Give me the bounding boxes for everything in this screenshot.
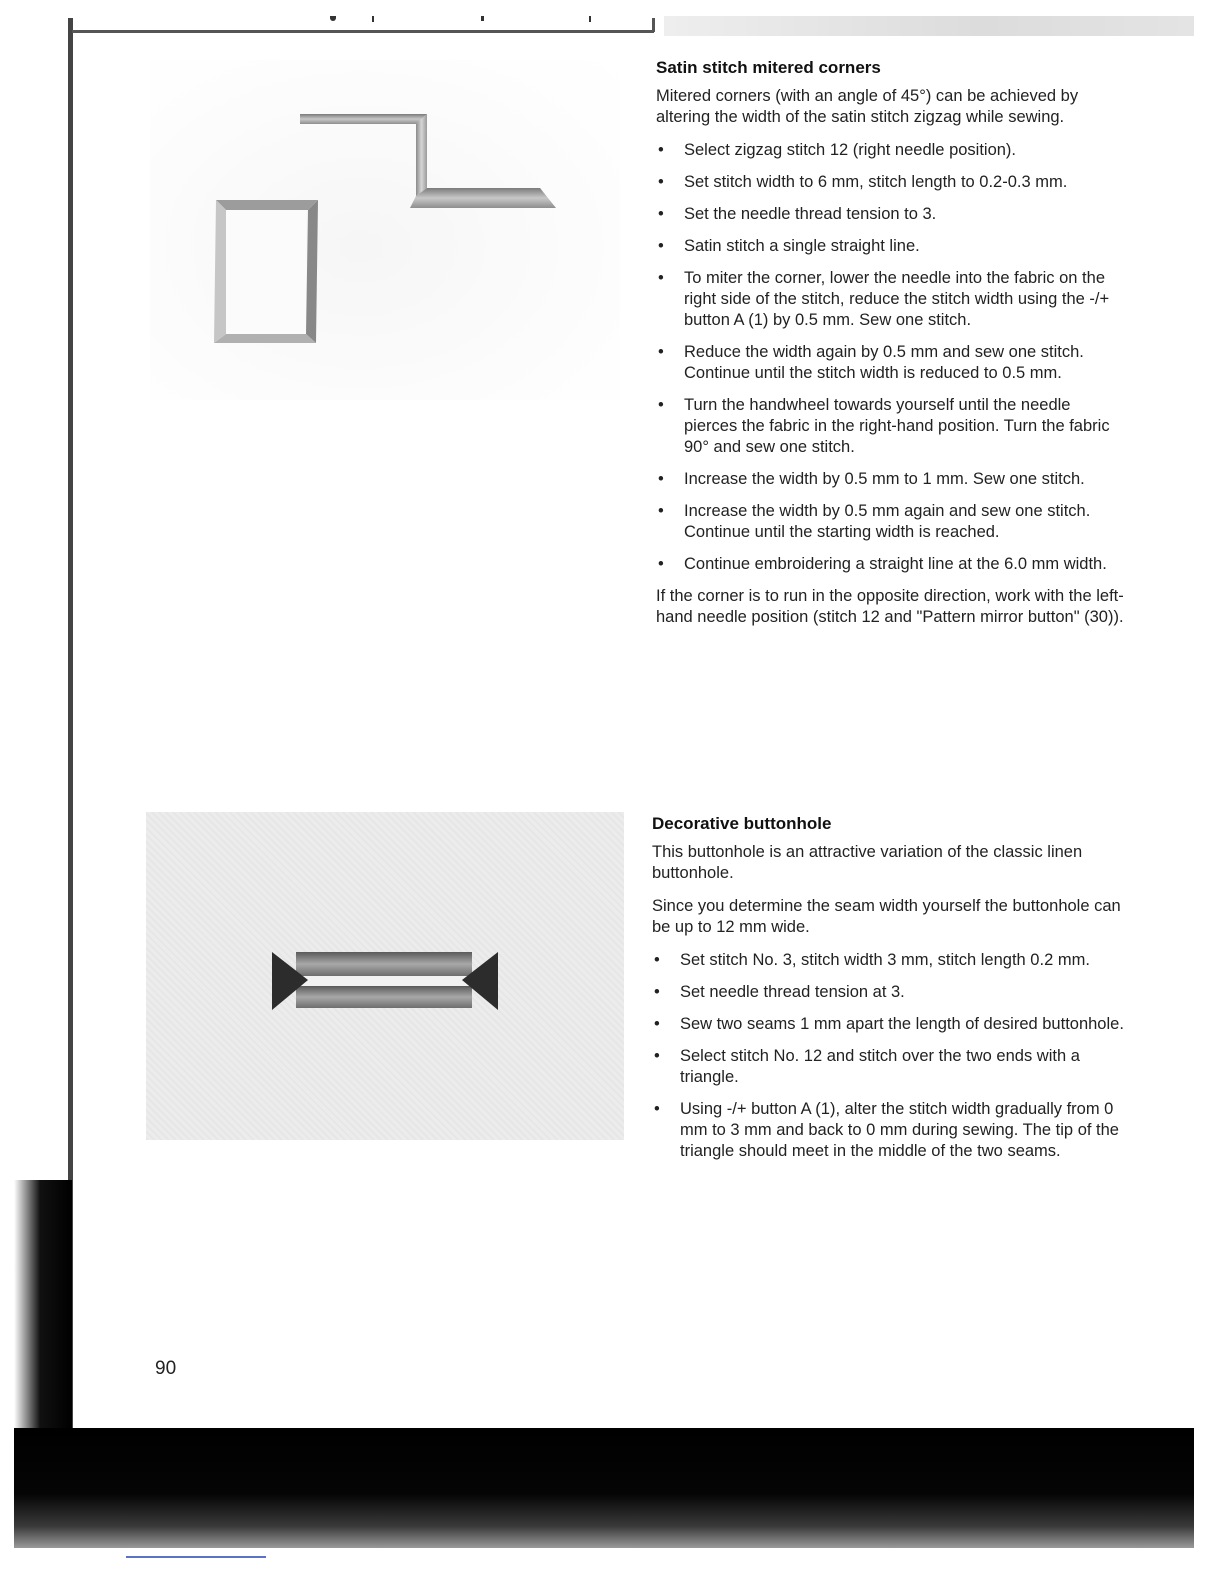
instruction-list (652, 950, 1128, 1162)
instruction-step: • Set the needle thread tension to 3. (656, 204, 1126, 225)
instruction-step: • Increase the width by 0.5 mm to 1 mm. Sew one stitch. (656, 469, 1126, 490)
scan-footer-bar (14, 1428, 1194, 1548)
instruction-step: • Increase the width by 0.5 mm again and sew one stitch. Continue until the starting width is reached. (656, 501, 1126, 543)
section-decorative-buttonhole (652, 813, 1128, 1173)
stitch-segment-vertical (416, 114, 427, 196)
bottom-link-underline (126, 1556, 266, 1558)
instruction-step: • Select stitch No. 12 and stitch over the two ends with a triangle. (652, 1046, 1128, 1088)
section-outro: If the corner is to run in the opposite direction, work with the left-hand needle position (stitch 12 and "Pattern mirror button" (30)). (656, 587, 1124, 626)
buttonhole-drawing (146, 812, 624, 1140)
section-paragraph: Since you determine the seam width yourself the buttonhole can be up to 12 mm wide. (652, 897, 1121, 936)
frame-edge-right (306, 200, 318, 343)
instruction-step: • Turn the handwheel towards yourself until the needle pierces the fabric in the right-hand position. Turn the fabric 90° and sew one stitch. (656, 395, 1126, 458)
stitch-segment-top (300, 114, 427, 124)
instruction-list (656, 140, 1126, 575)
header-tick (330, 16, 336, 21)
page-frame-top (72, 30, 654, 33)
instruction-step: • Reduce the width again by 0.5 mm and sew one stitch. Continue until the stitch width is reduced to 0.5 mm. (656, 342, 1126, 384)
instruction-step: • Select zigzag stitch 12 (right needle position). (656, 140, 1126, 161)
section-intro: Mitered corners (with an angle of 45°) can be achieved by altering the width of the satin stitch zigzag while sewing. (656, 87, 1079, 126)
frame-inner (226, 210, 306, 334)
scan-edge-left (14, 1180, 72, 1440)
buttonhole-illustration (146, 812, 624, 1140)
instruction-step: • Using -/+ button A (1), alter the stitch width gradually from 0 mm to 3 mm and back to 0 mm during sewing. The tip of the triangle should meet in the middle of the two seams. (652, 1099, 1128, 1162)
buttonhole-seam-bottom (296, 986, 472, 1008)
instruction-step: • Set stitch width to 6 mm, stitch length to 0.2-0.3 mm. (656, 172, 1126, 193)
section-satin-stitch (656, 57, 1126, 640)
mitered-corners-drawing (150, 60, 620, 400)
section-paragraph: This buttonhole is an attractive variation of the classic linen buttonhole. (652, 843, 1083, 882)
page-frame-corner (652, 18, 655, 32)
buttonhole-slit (296, 976, 472, 986)
instruction-step: • Satin stitch a single straight line. (656, 236, 1126, 257)
page-number: 90 (155, 1358, 177, 1379)
section-title: Satin stitch mitered corners (656, 58, 881, 77)
frame-edge-bottom (214, 334, 316, 343)
instruction-step: • Sew two seams 1 mm apart the length of desired buttonhole. (652, 1014, 1128, 1035)
buttonhole-seam-top (296, 952, 472, 976)
stitch-segment-bottom (410, 188, 556, 208)
section-title: Decorative buttonhole (652, 814, 832, 833)
header-tick (481, 16, 484, 21)
header-tick (589, 16, 591, 22)
instruction-step: • Set needle thread tension at 3. (652, 982, 1128, 1003)
frame-edge-left (214, 200, 226, 343)
header-band (664, 16, 1194, 36)
mitered-corners-illustration (150, 60, 620, 400)
header-tick (372, 16, 374, 22)
frame-edge-top (216, 200, 318, 210)
instruction-step: • Set stitch No. 3, stitch width 3 mm, stitch length 0.2 mm. (652, 950, 1128, 971)
instruction-step: • Continue embroidering a straight line at the 6.0 mm width. (656, 554, 1126, 575)
instruction-step: • To miter the corner, lower the needle into the fabric on the right side of the stitch, reduce the stitch width using the -/+ button A (1) by 0.5 mm. Sew one stitch. (656, 268, 1126, 331)
